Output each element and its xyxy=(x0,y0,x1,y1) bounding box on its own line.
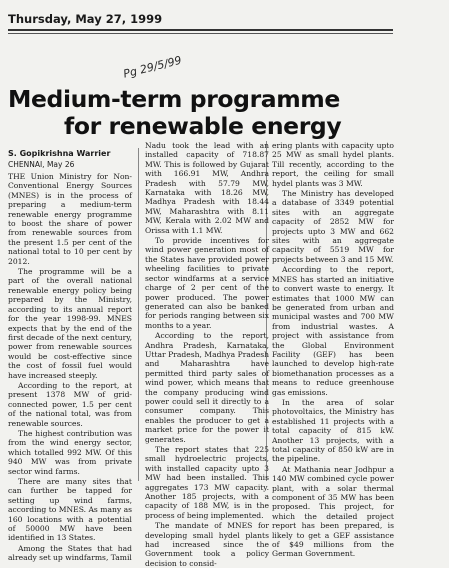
paragraph: Among the States that had already set up windfarms, Tamil xyxy=(8,543,132,563)
byline: S. Gopikrishna Warrier xyxy=(8,149,111,158)
paragraph: The mandate of MNES for developing small hydel plants had increased since the Government took a policy decision to consid- xyxy=(145,521,269,568)
article-column-1 xyxy=(8,172,132,563)
handwritten-annotation: Pg 29/5/99 xyxy=(122,53,183,81)
article-column-3 xyxy=(272,141,394,559)
paragraph: The highest contribution was from the wind energy sector, which totalled 992 MW. Of this 940 MW was from private sector wind farms. xyxy=(8,428,132,476)
article-column-2 xyxy=(145,141,270,568)
paragraph: The Ministry has developed a database of 3349 potential sites with an aggregate capacity of 2852 MW for projects upto 3 MW and 662 sites with an aggregate capacity of 5519 MW for projects between 3 and 15 MW. xyxy=(272,189,394,264)
dateline-rule xyxy=(8,33,393,34)
paragraph: To provide incentives for wind power generation most of the States have provided power wheeling facilities to private sector windfarms at a service charge of 2 per cent of the power produced. The power generated can also be banked for periods ranging between six months to a year. xyxy=(145,236,269,330)
headline-line-1: Medium-term programme xyxy=(8,85,340,113)
column-divider xyxy=(138,148,139,481)
headline-line-2: for renewable energy xyxy=(64,112,342,140)
paragraph: The report states that 225 small hydroelectric projects, with installed capacity upto 3 MW had been installed. This aggregates 173 MW capacity. Another 185 projects, with a capacity of 188 MW, is in the process of being implemented. xyxy=(145,445,269,520)
paragraph: ering plants with capacity upto 25 MW as small hydel plants. Till recently, according to the report, the ceiling for small hydel plants was 3 MW. xyxy=(272,141,394,188)
paragraph: According to the report, MNES has started an initiative to convert waste to energy. It estimates that 1000 MW can be generated from urban and municipal wastes and 700 MW from industrial wastes. A project with assistance from the Global Environment Facility (GEF) has been launched to develop high-rate biomethanation processes as a means to reduce greenhouse gas emissions. xyxy=(272,265,394,397)
paragraph: THE Union Ministry for Non-Conventional Energy Sources (MNES) is in the process of preparing a medium-term renewable energy programme to boost the share of power from renewable sources from the present 1.5 per cent of the national total to 10 per cent by 2012. xyxy=(8,172,132,266)
dateline: Thursday, May 27, 1999 xyxy=(8,12,393,31)
paragraph: Nadu took the lead with an installed capacity of 718.87 MW. This is followed by Gujarat with 166.91 MW, Andhra Pradesh with 57.79 MW, Karnataka with 18.26 MW, Madhya Pradesh with 18.44 MW, Maharashtra with 8.11 MW, Kerala with 2.02 MW and Orissa with 1.1 MW. xyxy=(145,141,269,235)
paragraph: According to the report, Andhra Pradesh, Karnataka, Uttar Pradesh, Madhya Pradesh and Maharashtra have permitted third party sales of wind power, which means that the company producing wind power could sell it directly to a consumer company. This enables the producer to get a market price for the power it generates. xyxy=(145,331,270,444)
paragraph: According to the report, at present 1378 MW of grid-connected power, 1.5 per cent of the national total, was from renewable sources. xyxy=(8,380,132,428)
place-date: CHENNAI, May 26 xyxy=(8,160,75,169)
paragraph: There are many sites that can further be tapped for setting up wind farms, according to MNES. As many as 160 locations with a potential of 50000 MW have been identified in 13 States. xyxy=(8,477,132,543)
paragraph: At Mathania near Jodhpur a 140 MW combined cycle power plant, with a solar thermal component of 35 MW has been proposed. This project, for which the detailed project report has been prepared, is likely to get a GEF assistance of $49 millions from the German Government. xyxy=(272,464,394,559)
paragraph: In the area of solar photovoltaics, the Ministry has established 11 projects with a total capacity of 815 kW. Another 13 projects, with a total capacity of 850 kW are in the pipeline. xyxy=(272,397,394,464)
paragraph: The programme will be a part of the overall national renewable energy policy being prepared by the Ministry, according to its annual report for the year 1998-99. MNES expects that by the end of the first decade of the next century, power from renewable sources would be cost-effective since the cost of fossil fuel would have increased steeply. xyxy=(8,267,132,380)
